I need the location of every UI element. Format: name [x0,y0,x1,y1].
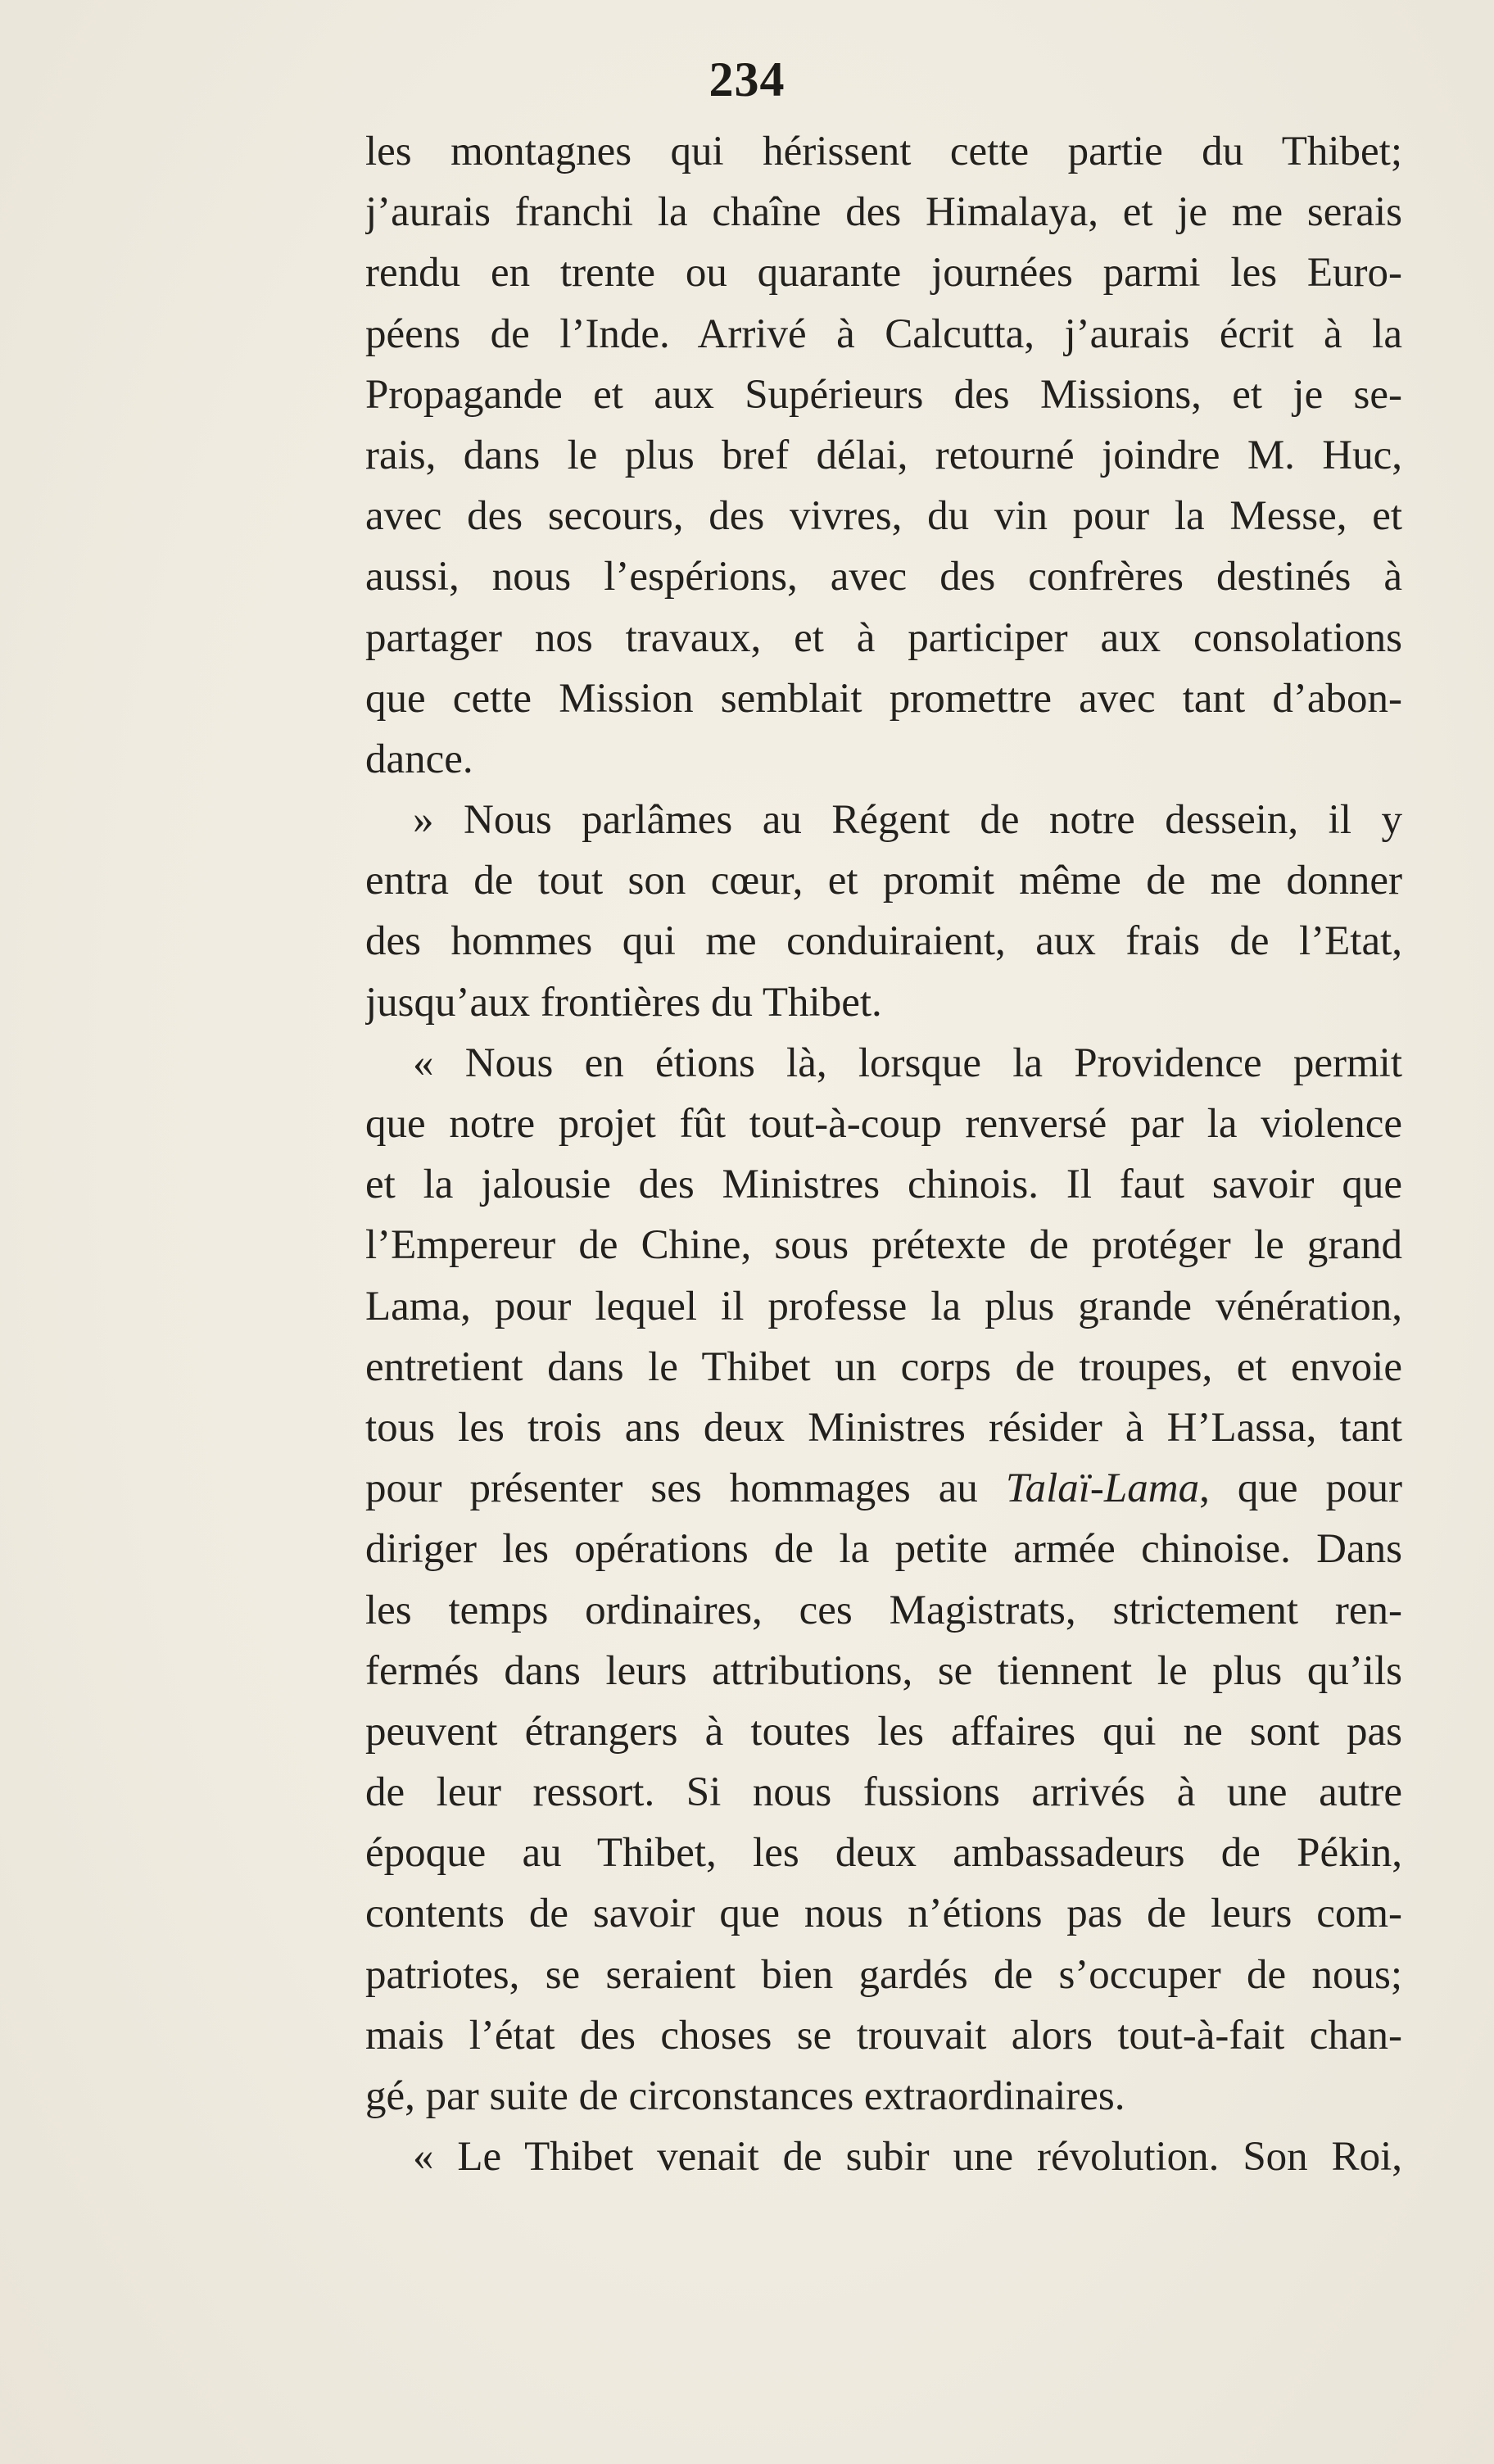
text-line: de leur ressort. Si nous fussions arrivés à une autre [365,1769,1402,1816]
text-line: dance. [365,736,473,782]
page-number: 234 [709,52,785,106]
text-line: patriotes, se seraient bien gardés de s’occuper de nous; [365,1951,1402,1998]
text-line: mais l’état des choses se trouvait alors tout-à-fait chan- [365,2012,1402,2059]
text-line: diriger les opérations de la petite armée chinoise. Dans [365,1526,1402,1573]
body-text [365,121,1402,2187]
italic-term: Talaï-Lama [1005,1465,1200,1512]
text-line: que notre projet fût tout-à-coup renversé par la violence [365,1101,1402,1147]
text-line: jusqu’aux frontières du Thibet. [365,979,882,1026]
text-segment: , que pour [1199,1465,1402,1512]
text-line: péens de l’Inde. Arrivé à Calcutta, j’aurais écrit à la [365,310,1402,357]
text-line: partager nos travaux, et à participer aux consolations [365,614,1402,661]
text-line: contents de savoir que nous n’étions pas de leurs com- [365,1891,1402,1937]
text-line: Lama, pour lequel il professe la plus grande vénération, [365,1283,1402,1329]
text-line: rendu en trente ou quarante journées parmi les Euro- [365,250,1402,297]
text-segment: pour présenter ses hommages au [365,1465,1006,1512]
text-line-with-italic [365,1458,1402,1519]
text-line: j’aurais franchi la chaîne des Himalaya, et je me serais [365,189,1402,236]
text-line: tous les trois ans deux Ministres résider à H’Lassa, tant [365,1404,1402,1451]
text-line: des hommes qui me conduiraient, aux frais de l’Etat, [365,918,1402,965]
text-line: entra de tout son cœur, et promit même de me donner [365,858,1402,904]
text-line: « Le Thibet venait de subir une révolution. Son Roi, [413,2134,1402,2181]
text-line: Propagande et aux Supérieurs des Missions, et je se- [365,371,1402,418]
text-line: entretient dans le Thibet un corps de troupes, et envoie [365,1343,1402,1390]
text-line: « Nous en étions là, lorsque la Providence permit [413,1040,1402,1086]
text-line: avec des secours, des vivres, du vin pour la Messe, et [365,493,1402,540]
text-line: l’Empereur de Chine, sous prétexte de protéger le grand [365,1222,1402,1269]
text-line: les montagnes qui hérissent cette partie du Thibet; [365,129,1402,174]
text-line: peuvent étrangers à toutes les affaires qui ne sont pas [365,1708,1402,1755]
text-line: aussi, nous l’espérions, avec des confrères destinés à [365,554,1402,600]
text-line: » Nous parlâmes au Régent de notre dessein, il y [413,797,1402,844]
text-line: rais, dans le plus bref délai, retourné joindre M. Huc, [365,432,1402,478]
text-line: fermés dans leurs attributions, se tiennent le plus qu’ils [365,1647,1402,1694]
text-line: que cette Mission semblait promettre avec tant d’abon- [365,675,1402,722]
text-line: époque au Thibet, les deux ambassadeurs de Pékin, [365,1830,1402,1877]
text-line: les temps ordinaires, ces Magistrats, strictement ren- [365,1587,1402,1633]
text-line: gé, par suite de circonstances extraordinaires. [365,2073,1125,2119]
text-line: et la jalousie des Ministres chinois. Il faut savoir que [365,1162,1402,1208]
